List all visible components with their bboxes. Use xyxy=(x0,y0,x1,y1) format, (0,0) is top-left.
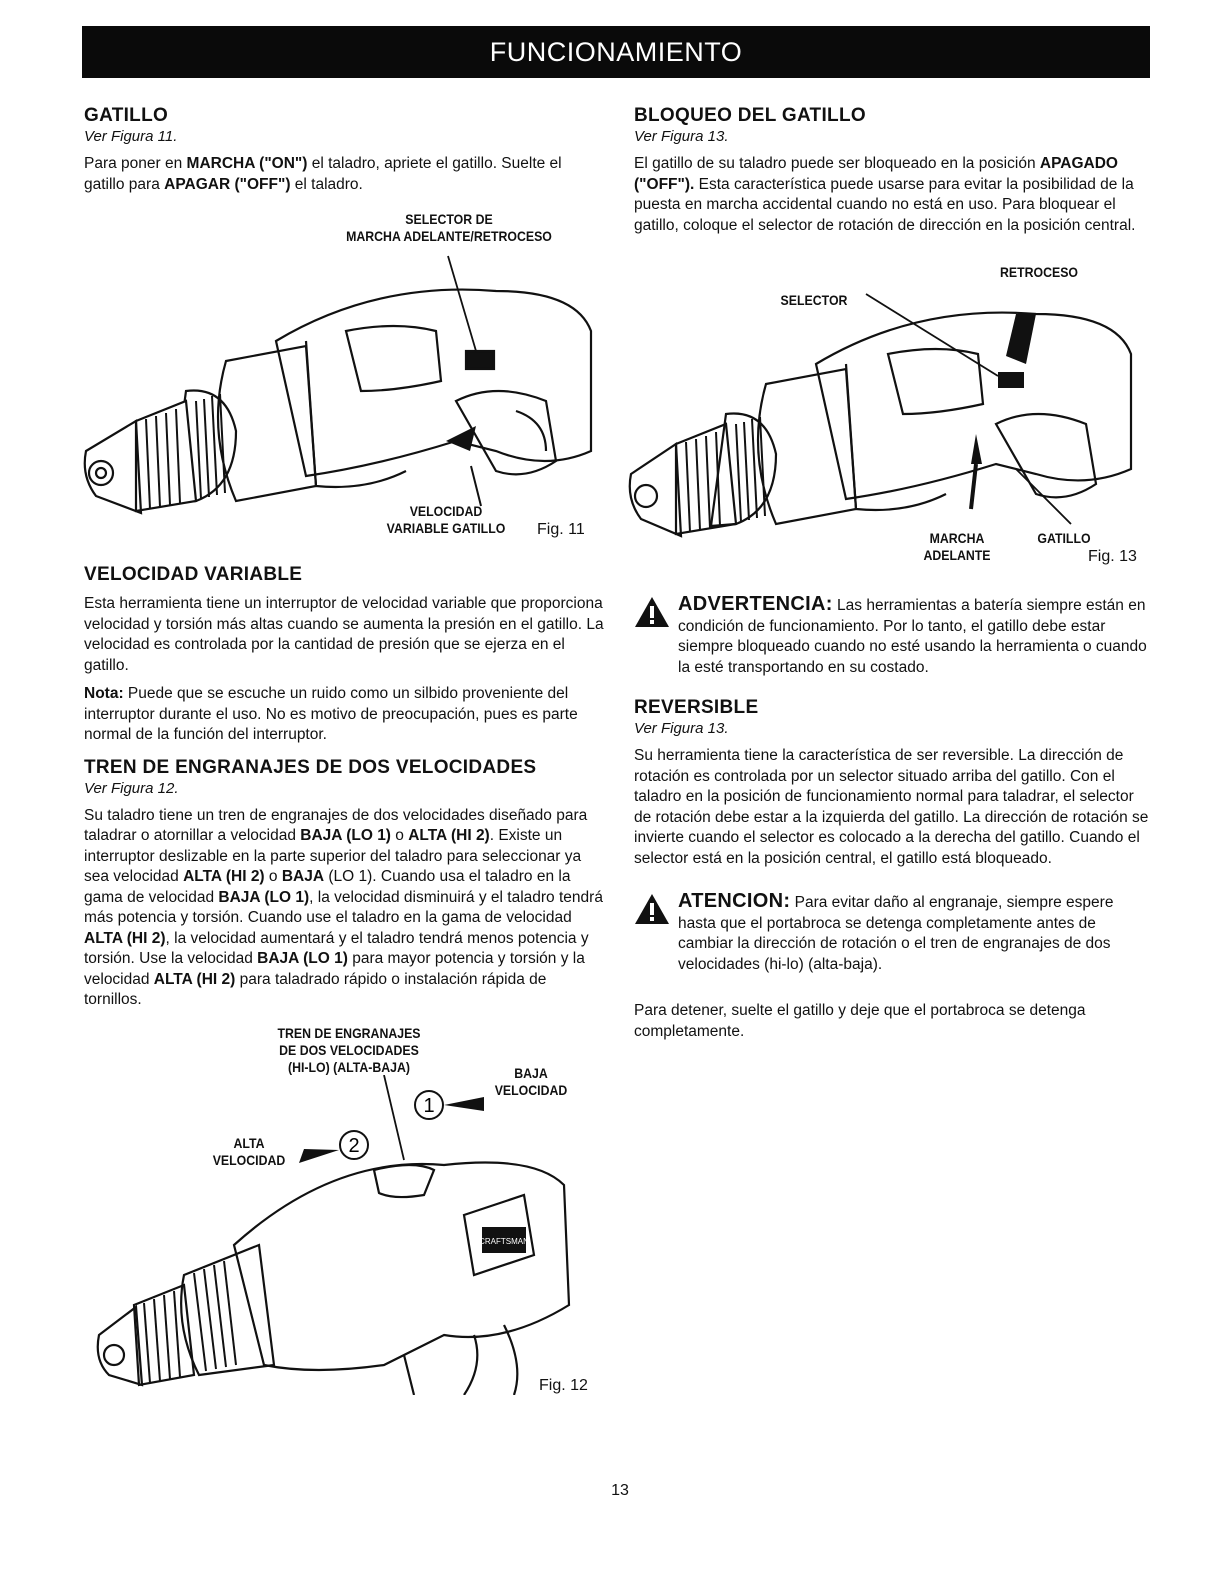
paragraph-reversible: Su herramienta tiene la característica de ser reversible. La dirección de rotación es controlada por un selector situado arriba del gatillo. Con el taladro en la posición de funcionamiento normal para taladrar, el selector de rotación debe estar a la izquierda del gatillo. La dirección de rotación se invierte cuando el selector es colocado a la derecha del gatillo. Cuando el selector está en la posición central, el gatillo está bloqueado. xyxy=(634,747,1149,867)
label-gatillo-13: GATILLO xyxy=(1037,530,1091,546)
paragraph-detener: Para detener, suelte el gatillo y deje que el portabroca se detenga completamente. xyxy=(634,1002,1086,1040)
label-selector: SELECTOR DE MARCHA ADELANTE/RETROCESO xyxy=(346,211,552,244)
see-figure-13: Ver Figura 13. xyxy=(634,128,729,145)
figure-12-number: Fig. 12 xyxy=(539,1376,588,1394)
number-2: 2 xyxy=(348,1134,360,1157)
label-retroceso: RETROCESO xyxy=(999,264,1079,280)
heading-tren-engranajes: TREN DE ENGRANAJES DE DOS VELOCIDADES xyxy=(84,756,537,778)
paragraph-bloqueo: El gatillo de su taladro puede ser bloqueado en la posición APAGADO ("OFF"). Esta característica puede usarse para evitar la posibilidad de la puesta en marcha accidental cuando no está en uso. Para bloquear el gatillo, coloque el selector de rotación de dirección en la posición central. xyxy=(634,155,1136,234)
section-title: FUNCIONAMIENTO xyxy=(489,37,743,67)
see-figure-11: Ver Figura 11. xyxy=(84,128,178,145)
atencion-heading: ATENCION: xyxy=(678,890,791,912)
right-column xyxy=(634,104,1150,1050)
heading-reversible: REVERSIBLE xyxy=(634,697,759,718)
see-figure-13-b: Ver Figura 13. xyxy=(634,720,729,737)
label-marcha-adelante: MARCHA ADELANTE xyxy=(923,530,991,563)
figure-12 xyxy=(84,1025,604,1405)
page-number: 13 xyxy=(611,1482,629,1499)
figure-13-number: Fig. 13 xyxy=(1088,548,1137,565)
warning-advertencia xyxy=(634,594,1150,678)
figure-13 xyxy=(634,244,1150,580)
paragraph-nota: Nota: Puede que se escuche un ruido como un silbido proveniente del interruptor durante el uso. No es motivo de preocupación, pues es parte normal de la función del interruptor. xyxy=(84,685,578,743)
paragraph-tren: Su taladro tiene un tren de engranajes de dos velocidades diseñado para taladrar o atornillar a velocidad BAJA (LO 1) o ALTA (HI 2). Existe un interruptor deslizable en la parte superior del taladro para seleccionar ya sea velocidad ALTA (HI 2) o BAJA (LO 1). Cuando usa el taladro en la gama de velocidad BAJA (LO 1), la velocidad disminuirá y el taladro tendrá más potencia y torsión. Cuando use el taladro en la gama de velocidad ALTA (HI 2), la velocidad aumentará y el taladro tendrá menos potencia y torsión. Use la velocidad BAJA (LO 1) para mayor potencia y torsión y la velocidad ALTA (HI 2) para taladrado rápido o instalación rápida de tornillos. xyxy=(84,806,603,1008)
figure-11 xyxy=(84,203,604,557)
see-figure-12: Ver Figura 12. xyxy=(84,779,179,797)
advertencia-text: Las herramientas a batería siempre están en condición de funcionamiento. Por lo tanto, el gatillo debe estar siempre bloqueado cuando no esté usando la herramienta o cuando la esté transportando en su costado. xyxy=(678,597,1147,676)
label-selector-13: SELECTOR xyxy=(780,292,848,308)
label-tren: TREN DE ENGRANAJES DE DOS VELOCIDADES (HI-LO) (ALTA-BAJA) xyxy=(277,1024,421,1075)
heading-bloqueo: BLOQUEO DEL GATILLO xyxy=(634,105,866,126)
label-baja-velocidad: BAJA VELOCIDAD xyxy=(494,1064,568,1098)
caution-triangle-icon xyxy=(634,893,670,925)
heading-gatillo: GATILLO xyxy=(84,105,169,126)
drill-illustration-13 xyxy=(626,284,1142,554)
heading-velocidad-variable: VELOCIDAD VARIABLE xyxy=(84,564,303,585)
paragraph-velocidad: Esta herramienta tiene un interruptor de velocidad variable que proporciona velocidad y torsión más altas cuando se aumenta la presión en el gatillo. La velocidad es controlada por la cantidad de presión que se ejerza en el gatillo. xyxy=(84,595,604,674)
advertencia-heading: ADVERTENCIA: xyxy=(678,593,833,615)
section-banner xyxy=(82,26,1150,78)
brand-text: CRAFTSMAN xyxy=(479,1236,529,1246)
label-velocidad-gatillo: VELOCIDAD VARIABLE GATILLO xyxy=(386,503,506,536)
figure-11-number: Fig. 11 xyxy=(537,521,585,538)
number-1: 1 xyxy=(423,1094,435,1117)
paragraph-gatillo: Para poner en MARCHA ("ON") el taladro, apriete el gatillo. Suelte el gatillo para APAGAR ("OFF") el taladro. xyxy=(84,155,562,193)
warning-triangle-icon xyxy=(634,596,670,628)
warning-atencion xyxy=(634,891,1150,975)
atencion-text: Para evitar daño al engranaje, siempre espere hasta que el portabroca se detenga completamente antes de cambiar la dirección de rotación o el tren de engranajes de dos velocidades (hi-lo) (alta-baja). xyxy=(678,894,1114,973)
left-column xyxy=(84,104,604,1405)
drill-illustration-12 xyxy=(84,1075,604,1395)
label-alta-velocidad: ALTA VELOCIDAD xyxy=(212,1134,286,1168)
